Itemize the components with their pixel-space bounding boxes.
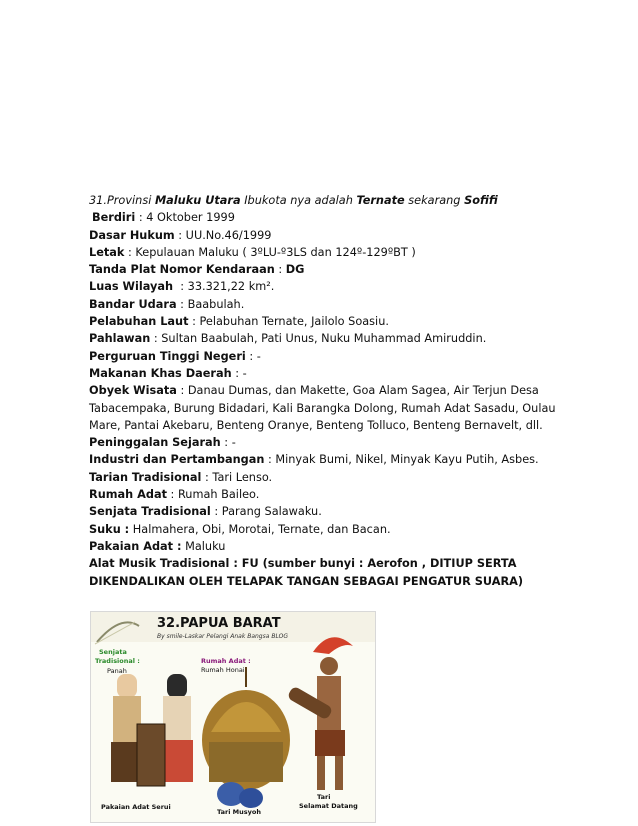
new-capital-name: Sofifi xyxy=(464,194,498,207)
capital-name: Ternate xyxy=(356,194,405,207)
field-senjata: Senjata Tradisional : Parang Salawaku. xyxy=(89,505,322,519)
dancer-skirt xyxy=(315,730,345,756)
rumah-value: Rumah Honai xyxy=(201,666,245,674)
tari-musyoh-label: Tari Musyoh xyxy=(217,808,261,816)
dancer-leg-left xyxy=(317,756,325,790)
field-berdiri: Berdiri : 4 Oktober 1999 xyxy=(92,211,235,225)
figure-byline: By smile-Laskar Pelangi Anak Bangsa BLOG xyxy=(157,633,288,640)
field-letak: Letak : Kepulauan Maluku ( 3ºLU-º3LS dan 124º-129ºBT ) xyxy=(89,245,416,259)
field-plat-nomor: Tanda Plat Nomor Kendaraan : DG xyxy=(89,263,305,277)
papua-barat-illustration xyxy=(90,611,376,823)
heading-text-2: sekarang xyxy=(404,194,465,207)
field-industri: Industri dan Pertambangan : Minyak Bumi, Nikel, Minyak Kayu Putih, Asbes. xyxy=(89,453,539,467)
woman-body xyxy=(163,696,191,742)
field-peninggalan-sejarah: Peninggalan Sejarah : - xyxy=(89,436,236,450)
field-luas-wilayah: Luas Wilayah : 33.321,22 km². xyxy=(89,280,275,294)
document-body xyxy=(89,192,559,590)
province-name: Maluku Utara xyxy=(154,194,241,207)
field-bandar-udara: Bandar Udara : Baabulah. xyxy=(89,297,245,311)
field-pakaian-adat: Pakaian Adat : Maluku xyxy=(89,539,226,553)
field-alat-musik: Alat Musik Tradisional : FU (sumber bunyi : Aerofon , DITIUP SERTA DIKENDALIKAN OLEH TELAPAK TANGAN SEBAGAI PENGATUR SUARA) xyxy=(89,557,524,588)
field-tarian: Tarian Tradisional : Tari Lenso. xyxy=(89,470,273,484)
figure-title: 32.PAPUA BARAT xyxy=(157,616,281,631)
senjata-value: Panah xyxy=(107,667,127,675)
field-makanan-khas: Makanan Khas Daerah : - xyxy=(89,366,247,380)
honai-wall xyxy=(209,742,283,782)
field-obyek-wisata: Obyek Wisata : Danau Dumas, dan Makette, Goa Alam Sagea, Air Terjun Desa Tabacempaka, Burung Bidadari, Kali Barangka Dolong, Rumah Adat Sasadu, Oulau Mare, Pantai Akebaru, Benteng Oranye, Benteng Tolluco, Benteng Bernavelt, dll. xyxy=(89,384,556,432)
pakaian-label: Pakaian Adat Serui xyxy=(101,803,171,811)
field-suku: Suku : Halmahera, Obi, Morotai, Ternate, dan Bacan. xyxy=(89,522,391,536)
woman-skirt xyxy=(161,740,193,782)
man-head xyxy=(117,674,137,698)
senjata-label-1: Senjata xyxy=(99,648,127,656)
field-pelabuhan-laut: Pelabuhan Laut : Pelabuhan Ternate, Jailolo Soasiu. xyxy=(89,315,389,329)
selamat-datang-label: Selamat Datang xyxy=(299,802,358,810)
heading-text: Ibukota nya adalah xyxy=(240,194,357,207)
tari-label: Tari xyxy=(317,793,331,801)
province-number: 31.Provinsi xyxy=(89,194,155,207)
dancer-figure-2 xyxy=(239,788,263,808)
shield xyxy=(137,724,165,786)
illustration-art xyxy=(91,612,375,822)
senjata-label-2: Tradisional : xyxy=(95,657,140,665)
field-rumah-adat: Rumah Adat : Rumah Baileo. xyxy=(89,488,260,502)
rumah-label: Rumah Adat : xyxy=(201,657,251,665)
dancer-head xyxy=(320,657,338,675)
field-perguruan-tinggi: Perguruan Tinggi Negeri : - xyxy=(89,349,261,363)
field-pahlawan: Pahlawan : Sultan Baabulah, Pati Unus, Nuku Muhammad Amiruddin. xyxy=(89,332,487,346)
dancer-leg-right xyxy=(335,756,343,790)
woman-hair xyxy=(167,674,187,698)
province-heading xyxy=(89,192,559,209)
field-dasar-hukum: Dasar Hukum : UU.No.46/1999 xyxy=(89,228,272,242)
